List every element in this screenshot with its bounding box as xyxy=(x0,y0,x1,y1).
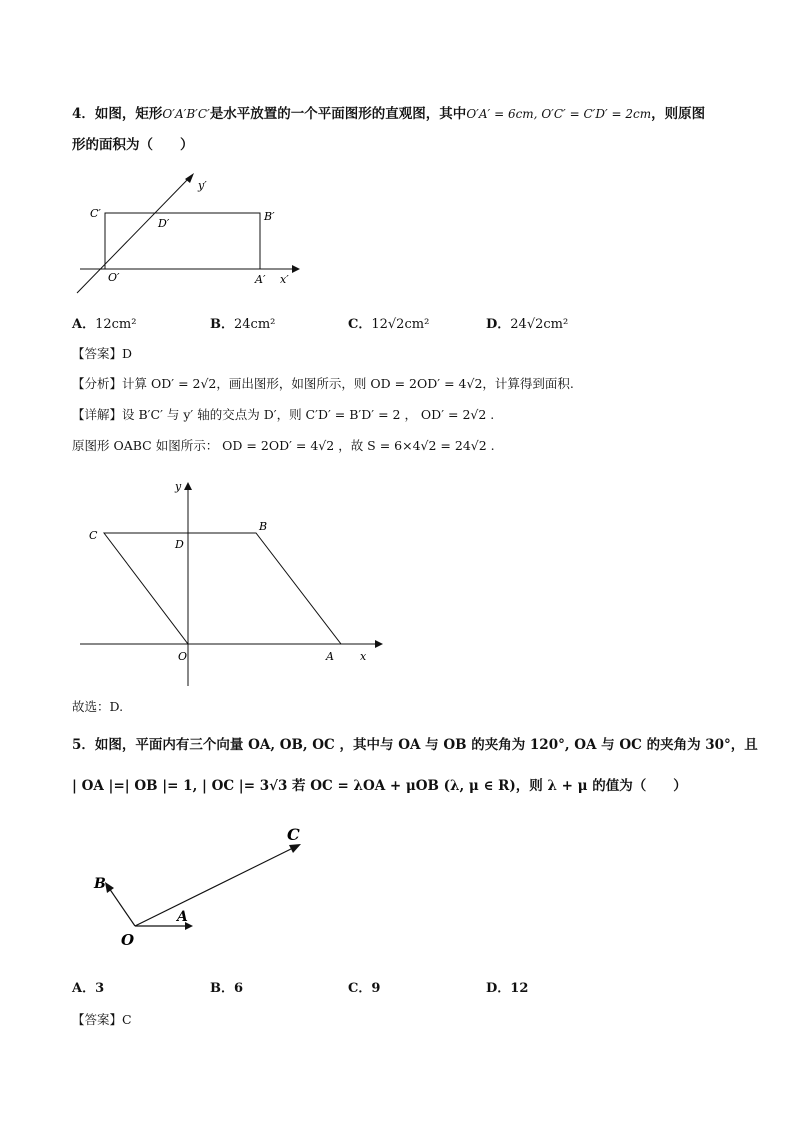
option-value: 24√2cm² xyxy=(510,317,569,332)
option-value: 12√2cm² xyxy=(371,317,430,332)
q4-y-arrow xyxy=(185,173,194,183)
option-value: 12 xyxy=(510,981,529,996)
answer-value: C xyxy=(122,1012,132,1027)
q5-arrow-c xyxy=(289,844,301,853)
option-value: 12cm² xyxy=(95,317,137,332)
q5-option-c[interactable] xyxy=(348,977,380,996)
q4-parallelogram xyxy=(104,533,341,644)
q4-label-c: C′ xyxy=(90,207,101,220)
q4-label-b: B′ xyxy=(264,210,275,223)
q4-original-figure xyxy=(75,470,395,690)
q4-orig-label-a: A xyxy=(326,650,334,663)
q4-orig-label-c: C xyxy=(89,529,98,542)
analysis-text: 计算 OD′ = 2√2，画出图形，如图所示，则 OD = 2OD′ = 4√2，计算得到面积. xyxy=(122,376,574,391)
q4-stem-line1 xyxy=(72,102,705,122)
q4-label-x: x′ xyxy=(280,273,289,286)
option-value: 24cm² xyxy=(234,317,276,332)
q4-orig-label-d: D xyxy=(175,538,184,551)
option-value: 6 xyxy=(234,981,244,996)
option-letter: C． xyxy=(348,981,372,996)
option-letter: D． xyxy=(486,317,511,332)
q5-vector-figure xyxy=(85,820,325,950)
q4-label-o: O′ xyxy=(108,271,120,284)
q5-vector-ob xyxy=(109,888,135,926)
q5-label-o: O xyxy=(121,931,135,949)
option-letter: A． xyxy=(72,317,96,332)
q4-option-c[interactable] xyxy=(348,313,429,332)
q5-arrow-b xyxy=(105,882,114,893)
q4-detail xyxy=(72,405,494,423)
q4-orig-label-b: B xyxy=(259,520,268,533)
q5-answer xyxy=(72,1010,132,1028)
q5-stem-line1: 5．如图，平面内有三个向量 OA, OB, OC ，其中与 OA 与 OB 的夹角为 120°, OA 与 OC 的夹角为 30°，且 xyxy=(72,737,758,753)
q4-label-d: D′ xyxy=(158,217,170,230)
answer-tag: 【答案】 xyxy=(72,346,123,361)
q4-choose: 故选：D. xyxy=(72,699,124,714)
q5-label-a: A xyxy=(177,909,188,925)
answer-value: D xyxy=(122,346,133,361)
option-letter: B． xyxy=(210,317,234,332)
option-value: 3 xyxy=(95,981,105,996)
q4-answer xyxy=(72,344,132,362)
q5-option-d[interactable] xyxy=(486,977,528,996)
q5-label-c: C xyxy=(287,825,300,844)
q4-label-a: A′ xyxy=(255,273,266,286)
q4-x-arrow xyxy=(292,265,300,273)
option-letter: C． xyxy=(348,317,372,332)
q4-original-figure-text: 原图形 OABC 如图所示： OD = 2OD′ = 4√2 ，故 S = 6×4√2 = 24√2 . xyxy=(72,438,495,453)
q5-option-b[interactable] xyxy=(210,977,243,996)
q4-analysis xyxy=(72,374,574,392)
answer-tag: 【答案】 xyxy=(72,1012,123,1027)
q5-vector-oc xyxy=(135,847,295,926)
q5-stem-line2: | OA |=| OB |= 1, | OC |= 3√3 若 OC = λOA + μOB (λ, μ ∈ R)，则 λ + μ 的值为（ ） xyxy=(72,778,687,794)
option-value: 9 xyxy=(371,981,381,996)
q4-option-b[interactable] xyxy=(210,313,275,332)
detail-tag: 【详解】 xyxy=(72,407,123,422)
q5-option-a[interactable] xyxy=(72,977,104,996)
q4-orig-label-x: x xyxy=(360,650,367,663)
q4-stem-line2: 形的面积为（ ） xyxy=(72,137,194,153)
q4-intuitive-figure xyxy=(70,165,310,300)
q4-stem-suffix: ，则原图 xyxy=(651,106,706,122)
q5-label-b: B xyxy=(94,876,106,892)
option-letter: D． xyxy=(486,981,511,996)
analysis-tag: 【分析】 xyxy=(72,376,123,391)
q4-stem-mid: 是水平放置的一个平面图形的直观图，其中 xyxy=(209,106,467,122)
option-letter: A． xyxy=(72,981,96,996)
detail-text: 设 B′C′ 与 y′ 轴的交点为 D′，则 C′D′ = B′D′ = 2 ， OD′ = 2√2 . xyxy=(122,407,495,422)
q4-stem-prefix: 4．如图，矩形 xyxy=(72,106,163,122)
q4-label-y: y′ xyxy=(198,179,207,192)
q4-orig-label-y: y xyxy=(175,480,182,493)
q4-option-d[interactable] xyxy=(486,313,568,332)
q4-y-axis xyxy=(77,177,190,293)
q4-shape-name: O′A′B′C′ xyxy=(162,107,210,121)
q4-condition: O′A′ = 6cm, O′C′ = C′D′ = 2cm xyxy=(466,107,652,121)
q4-orig-x-arrow xyxy=(375,640,383,648)
option-letter: B． xyxy=(210,981,234,996)
q4-orig-label-o: O xyxy=(178,650,188,663)
q4-orig-y-arrow xyxy=(184,482,192,490)
q4-option-a[interactable] xyxy=(72,313,136,332)
